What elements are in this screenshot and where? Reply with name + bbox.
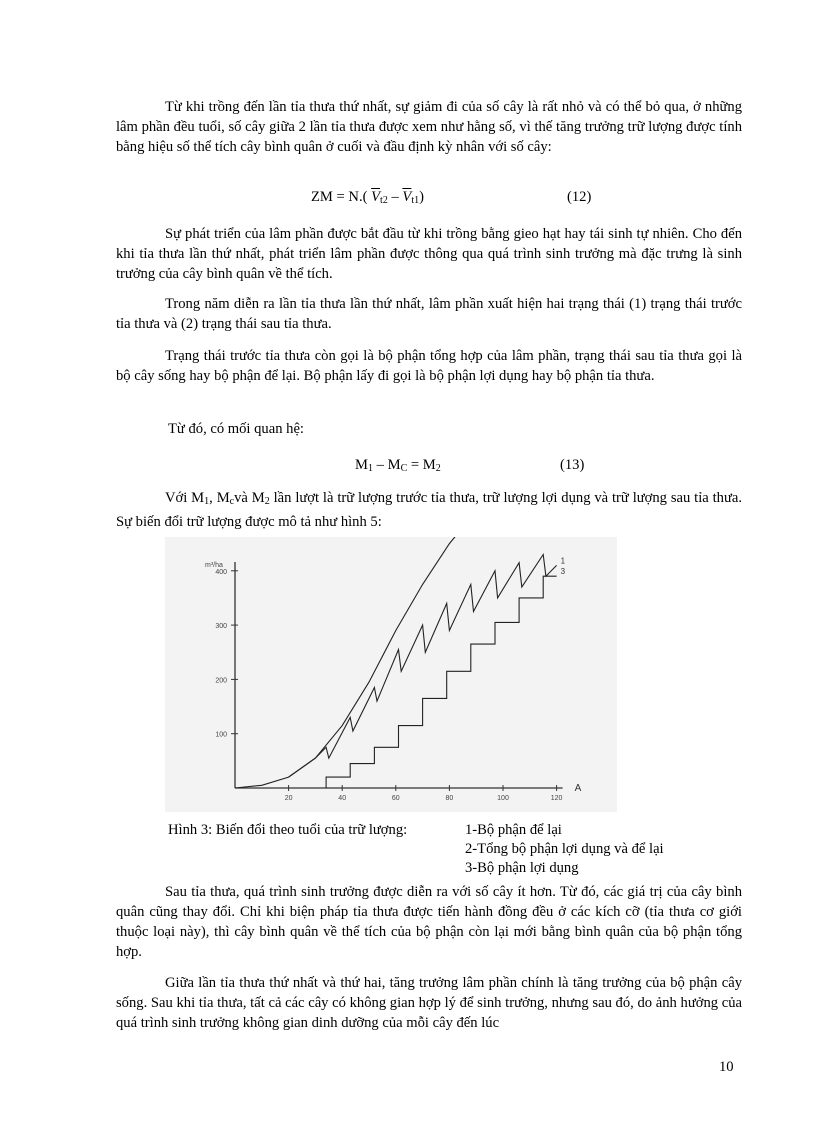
legend-item-2: 2-Tổng bộ phận lợi dụng và để lại <box>465 841 664 857</box>
equation-12-number: (12) <box>567 189 592 205</box>
x-tick-label: 80 <box>445 795 454 802</box>
p6-sub1: 1 <box>204 496 210 507</box>
p6-d: lần lượt là trữ lượng trước tỉa thưa, trữ lượng lợi dụng và trữ lượng sau tỉa thưa. Sự biến đổi trữ lượng được mô tả như hình 5: <box>116 490 743 530</box>
x-axis-label: A <box>574 783 582 794</box>
eq13-s1: 1 <box>367 463 373 474</box>
paragraph-1: Từ khi trồng đến lần tỉa thưa thứ nhất, sự giảm đi của số cây là rất nhỏ và có thể bỏ qua, ở những lâm phần đều tuổi, số cây giữa 2 lần tỉa thưa được xem như hằng số, vì thế tăng trưởng trữ lượng được tính bằng hiệu số thể tích cây bình quân ở cuối và đầu định kỳ nhân với số cây: <box>116 99 742 155</box>
eq13-sc: C <box>400 463 408 474</box>
paragraph-5: Từ đó, có mối quan hệ: <box>168 421 304 437</box>
eq12-close: ) <box>419 189 424 205</box>
equation-13-number: (13) <box>560 457 585 473</box>
paragraph-7: Sau tỉa thưa, quá trình sinh trưởng được diễn ra với số cây ít hơn. Từ đó, các giá trị của cây bình quân cũng thay đổi. Chỉ khi biện pháp tỉa thưa được tiến hành đồng đều ở các kích cỡ (tỉa thưa cơ giới thuộc loại này), thì cây bình quân về thể tích của bộ phận còn lại mới bằng bình quân của bộ phận tổng hợp. <box>116 884 742 960</box>
legend-item-3: 3-Bộ phận lợi dụng <box>465 860 579 876</box>
x-tick-label: 100 <box>497 795 509 802</box>
equation-13 <box>355 455 441 479</box>
legend-item-1: 1-Bộ phận để lại <box>465 822 562 838</box>
eq13-s2: 2 <box>435 463 441 474</box>
p6-a: Với M <box>165 490 205 506</box>
y-tick-label: 200 <box>215 677 227 685</box>
series-label-1: 1 <box>560 556 566 566</box>
y-tick-label: 100 <box>215 731 227 739</box>
paragraph-2: Sự phát triển của lâm phần được bắt đầu từ khi trồng bằng gieo hạt hay tái sinh tự nhiên. Cho đến khi tỉa thưa lần thứ nhất, phát triển lâm phần được thông qua quá trình sinh trưởng mà đặc trưng là sinh trưởng của cây bình quân về thể tích. <box>116 226 742 282</box>
p6-sub3: 2 <box>264 496 270 507</box>
figure-caption-title: Hình 3: Biến đổi theo tuổi của trữ lượng: <box>168 822 408 838</box>
volume-age-chart <box>165 537 617 812</box>
eq13-m1: M <box>355 457 368 473</box>
paragraph-6 <box>116 488 742 532</box>
y-tick-label: 400 <box>215 568 227 576</box>
eq12-v1: $\overline{V}$ <box>371 189 381 205</box>
equation-12 <box>311 187 424 211</box>
x-tick-label: 40 <box>338 795 347 802</box>
eq12-s1: t2 <box>380 195 388 206</box>
eq13-minus: – M <box>372 457 401 473</box>
paragraph-4: Trạng thái trước tỉa thưa còn gọi là bộ phận tổng hợp của lâm phần, trạng thái sau tỉa thưa gọi là bộ cây sống hay bộ phận để lại. Bộ phận lấy đi gọi là bộ phận lợi dụng hay bộ phận tỉa thưa. <box>116 348 742 384</box>
x-tick-label: 60 <box>391 795 400 802</box>
eq12-minus: – <box>387 189 403 205</box>
eq13-eq: = M <box>407 457 436 473</box>
paragraph-3: Trong năm diễn ra lần tỉa thưa lần thứ nhất, lâm phần xuất hiện hai trạng thái (1) trạng thái trước tỉa thưa và (2) trạng thái sau tỉa thưa. <box>116 296 742 332</box>
p6-b: , M <box>209 490 230 506</box>
p6-sub2: c <box>229 496 235 507</box>
x-tick-label: 120 <box>550 795 563 802</box>
y-axis-label: m³/ha <box>205 562 223 569</box>
y-tick-label: 300 <box>215 623 227 631</box>
chart-background <box>165 537 617 812</box>
page-number: 10 <box>719 1059 734 1075</box>
p6-c: và M <box>234 490 265 506</box>
eq12-v2: $\overline{V}$ <box>402 189 412 205</box>
eq12-lhs: ZM = N.( <box>311 189 368 205</box>
paragraph-8: Giữa lần tỉa thưa thứ nhất và thứ hai, tăng trưởng lâm phần chính là tăng trưởng của bộ phận cây sống. Sau khi tỉa thưa, tất cả các cây có không gian hợp lý để sinh trưởng, nhưng sau đó, do ảnh hưởng của quá trình sinh trưởng không gian dinh dưỡng của mỗi cây đến lúc <box>116 975 742 1031</box>
x-tick-label: 20 <box>284 795 293 802</box>
eq12-s2: t1 <box>411 195 420 206</box>
series-label-3: 3 <box>560 567 566 577</box>
